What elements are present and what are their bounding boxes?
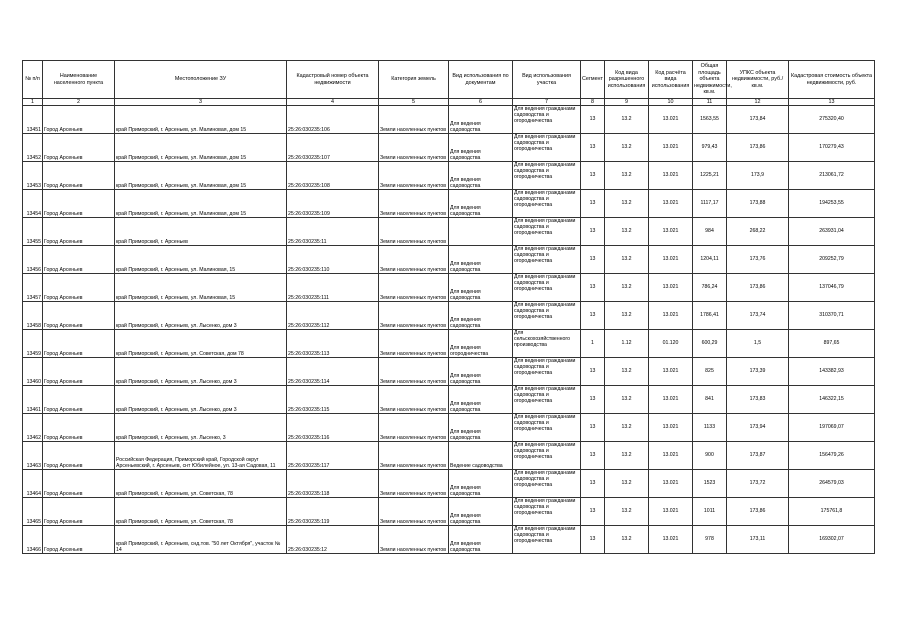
land-location-cell: край Приморский, г. Арсеньев, ул. Лысенко, 3 <box>115 414 287 442</box>
calculation-code-cell: 13.021 <box>649 218 693 246</box>
segment-cell: 13 <box>581 358 605 386</box>
table-row <box>23 526 875 554</box>
permitted-use-code-cell: 13.2 <box>605 526 649 554</box>
table-row <box>23 246 875 274</box>
table-row <box>23 162 875 190</box>
specific-value-cell: 173,86 <box>727 498 789 526</box>
land-category-cell: Земли населенных пунктов <box>379 134 449 162</box>
table-row <box>23 470 875 498</box>
specific-value-cell: 173,76 <box>727 246 789 274</box>
land-category-cell: Земли населенных пунктов <box>379 274 449 302</box>
permitted-use-code-cell: 13.2 <box>605 106 649 134</box>
segment-cell: 13 <box>581 526 605 554</box>
settlement-name-cell: Город Арсеньев <box>43 526 115 554</box>
settlement-name-cell: Город Арсеньев <box>43 442 115 470</box>
area-sqm-cell: 1133 <box>693 414 727 442</box>
documented-use-cell: Для ведения садоводства <box>449 190 513 218</box>
row-number-cell: 13463 <box>23 442 43 470</box>
calculation-code-cell: 13.021 <box>649 386 693 414</box>
settlement-name-cell: Город Арсеньев <box>43 358 115 386</box>
table-row <box>23 218 875 246</box>
column-number: 5 <box>379 99 449 106</box>
cadastral-number-cell: 25:26:030235:111 <box>287 274 379 302</box>
header-cell: Сегмент <box>581 61 605 99</box>
specific-value-cell: 173,9 <box>727 162 789 190</box>
permitted-use-code-cell: 13.2 <box>605 246 649 274</box>
specific-value-cell: 173,94 <box>727 414 789 442</box>
table-row <box>23 302 875 330</box>
header-cell: Код расчёта вида использования <box>649 61 693 99</box>
cadastral-value-cell: 310370,71 <box>789 302 875 330</box>
segment-cell: 1 <box>581 330 605 358</box>
header-cell: УПКС объекта недвижимости, руб./кв.м. <box>727 61 789 99</box>
actual-use-cell: Для ведения гражданами садоводства и огородничества <box>513 302 581 330</box>
land-category-cell: Земли населенных пунктов <box>379 498 449 526</box>
segment-cell: 13 <box>581 442 605 470</box>
actual-use-cell: Для ведения гражданами садоводства и огородничества <box>513 358 581 386</box>
column-number: 13 <box>789 99 875 106</box>
land-location-cell: край Приморский, г. Арсеньев, ул. Малиновая, дом 15 <box>115 190 287 218</box>
settlement-name-cell: Город Арсеньев <box>43 414 115 442</box>
row-number-cell: 13456 <box>23 246 43 274</box>
table-row <box>23 190 875 218</box>
header-cell: Вид использования участка <box>513 61 581 99</box>
specific-value-cell: 268,22 <box>727 218 789 246</box>
column-number: 9 <box>605 99 649 106</box>
segment-cell: 13 <box>581 302 605 330</box>
land-category-cell: Земли населенных пунктов <box>379 246 449 274</box>
header-cell: Местоположение ЗУ <box>115 61 287 99</box>
row-number-cell: 13458 <box>23 302 43 330</box>
area-sqm-cell: 1117,17 <box>693 190 727 218</box>
table-row <box>23 274 875 302</box>
land-location-cell: край Приморский, г. Арсеньев, ул. Советская, 78 <box>115 470 287 498</box>
area-sqm-cell: 1523 <box>693 470 727 498</box>
actual-use-cell: Для ведения гражданами садоводства и огородничества <box>513 162 581 190</box>
land-location-cell: край Приморский, г. Арсеньев, ул. Малиновая, дом 15 <box>115 106 287 134</box>
calculation-code-cell: 13.021 <box>649 190 693 218</box>
actual-use-cell: Для ведения гражданами садоводства и огородничества <box>513 386 581 414</box>
row-number-cell: 13465 <box>23 498 43 526</box>
specific-value-cell: 173,39 <box>727 358 789 386</box>
documented-use-cell: Для ведения садоводства <box>449 498 513 526</box>
permitted-use-code-cell: 13.2 <box>605 386 649 414</box>
cadastral-valuation-sheet <box>22 60 874 554</box>
segment-cell: 13 <box>581 190 605 218</box>
area-sqm-cell: 900 <box>693 442 727 470</box>
calculation-code-cell: 13.021 <box>649 246 693 274</box>
calculation-code-cell: 13.021 <box>649 302 693 330</box>
land-location-cell: край Приморский, г. Арсеньев, ул. Советская, 78 <box>115 498 287 526</box>
cadastral-value-cell: 169302,07 <box>789 526 875 554</box>
land-category-cell: Земли населенных пунктов <box>379 190 449 218</box>
actual-use-cell: Для ведения гражданами садоводства и огородничества <box>513 246 581 274</box>
cadastral-value-cell: 213061,72 <box>789 162 875 190</box>
settlement-name-cell: Город Арсеньев <box>43 386 115 414</box>
land-location-cell: край Приморский, г. Арсеньев, ул. Малиновая, 15 <box>115 274 287 302</box>
area-sqm-cell: 984 <box>693 218 727 246</box>
area-sqm-cell: 786,24 <box>693 274 727 302</box>
land-location-cell: край Приморский, г. Арсеньев, ул. Лысенко, дом 3 <box>115 386 287 414</box>
segment-cell: 13 <box>581 498 605 526</box>
cadastral-value-cell: 137046,79 <box>789 274 875 302</box>
land-category-cell: Земли населенных пунктов <box>379 302 449 330</box>
column-number: 3 <box>115 99 287 106</box>
cadastral-value-cell: 209252,79 <box>789 246 875 274</box>
cadastral-number-cell: 25:26:030235:116 <box>287 414 379 442</box>
specific-value-cell: 173,83 <box>727 386 789 414</box>
specific-value-cell: 173,88 <box>727 190 789 218</box>
documented-use-cell: Для ведения садоводства <box>449 274 513 302</box>
land-location-cell: край Приморский, г. Арсеньев, снд.тов. "50 лет Октября", участок № 14 <box>115 526 287 554</box>
column-number: 7 <box>513 99 581 106</box>
calculation-code-cell: 13.021 <box>649 162 693 190</box>
permitted-use-code-cell: 13.2 <box>605 414 649 442</box>
cadastral-number-cell: 25:26:030235:12 <box>287 526 379 554</box>
calculation-code-cell: 01.120 <box>649 330 693 358</box>
documented-use-cell: Для ведения садоводства <box>449 246 513 274</box>
cadastral-number-cell: 25:26:030235:115 <box>287 386 379 414</box>
area-sqm-cell: 1204,11 <box>693 246 727 274</box>
actual-use-cell: Для ведения гражданами садоводства и огородничества <box>513 134 581 162</box>
specific-value-cell: 173,72 <box>727 470 789 498</box>
cadastral-number-cell: 25:26:030235:106 <box>287 106 379 134</box>
cadastral-value-cell: 197069,07 <box>789 414 875 442</box>
header-row <box>23 61 875 99</box>
cadastral-number-cell: 25:26:030235:11 <box>287 218 379 246</box>
land-category-cell: Земли населенных пунктов <box>379 386 449 414</box>
cadastral-number-cell: 25:26:030235:110 <box>287 246 379 274</box>
table-body <box>23 106 875 554</box>
calculation-code-cell: 13.021 <box>649 358 693 386</box>
settlement-name-cell: Город Арсеньев <box>43 330 115 358</box>
land-category-cell: Земли населенных пунктов <box>379 218 449 246</box>
column-number: 8 <box>581 99 605 106</box>
land-category-cell: Земли населенных пунктов <box>379 162 449 190</box>
table-row <box>23 498 875 526</box>
permitted-use-code-cell: 1.12 <box>605 330 649 358</box>
calculation-code-cell: 13.021 <box>649 470 693 498</box>
column-number-row <box>23 99 875 106</box>
settlement-name-cell: Город Арсеньев <box>43 134 115 162</box>
header-cell: Кадастровая стоимость объекта недвижимости, руб. <box>789 61 875 99</box>
calculation-code-cell: 13.021 <box>649 134 693 162</box>
segment-cell: 13 <box>581 246 605 274</box>
actual-use-cell: Для ведения гражданами садоводства и огородничества <box>513 414 581 442</box>
area-sqm-cell: 600,29 <box>693 330 727 358</box>
cadastral-number-cell: 25:26:030235:109 <box>287 190 379 218</box>
documented-use-cell: Для ведения огородничества <box>449 330 513 358</box>
area-sqm-cell: 978 <box>693 526 727 554</box>
actual-use-cell: Для ведения гражданами садоводства и огородничества <box>513 526 581 554</box>
cadastral-value-cell: 194253,55 <box>789 190 875 218</box>
permitted-use-code-cell: 13.2 <box>605 442 649 470</box>
land-category-cell: Земли населенных пунктов <box>379 358 449 386</box>
calculation-code-cell: 13.021 <box>649 414 693 442</box>
cadastral-number-cell: 25:26:030235:118 <box>287 470 379 498</box>
row-number-cell: 13466 <box>23 526 43 554</box>
settlement-name-cell: Город Арсеньев <box>43 218 115 246</box>
settlement-name-cell: Город Арсеньев <box>43 190 115 218</box>
calculation-code-cell: 13.021 <box>649 274 693 302</box>
segment-cell: 13 <box>581 414 605 442</box>
cadastral-number-cell: 25:26:030235:113 <box>287 330 379 358</box>
cadastral-number-cell: 25:26:030235:117 <box>287 442 379 470</box>
area-sqm-cell: 825 <box>693 358 727 386</box>
column-number: 6 <box>449 99 513 106</box>
settlement-name-cell: Город Арсеньев <box>43 498 115 526</box>
land-category-cell: Земли населенных пунктов <box>379 330 449 358</box>
land-location-cell: край Приморский, г. Арсеньев, ул. Малиновая, дом 15 <box>115 162 287 190</box>
column-number: 12 <box>727 99 789 106</box>
calculation-code-cell: 13.021 <box>649 498 693 526</box>
land-category-cell: Земли населенных пунктов <box>379 470 449 498</box>
column-number: 2 <box>43 99 115 106</box>
calculation-code-cell: 13.021 <box>649 106 693 134</box>
row-number-cell: 13464 <box>23 470 43 498</box>
cadastral-value-cell: 156479,26 <box>789 442 875 470</box>
segment-cell: 13 <box>581 106 605 134</box>
header-cell: Наименование населенного пункта <box>43 61 115 99</box>
land-category-cell: Земли населенных пунктов <box>379 414 449 442</box>
permitted-use-code-cell: 13.2 <box>605 498 649 526</box>
permitted-use-code-cell: 13.2 <box>605 162 649 190</box>
land-location-cell: край Приморский, г. Арсеньев, ул. Лысенко, дом 3 <box>115 302 287 330</box>
column-number: 1 <box>23 99 43 106</box>
cadastral-value-cell: 143382,93 <box>789 358 875 386</box>
land-location-cell: край Приморский, г. Арсеньев, ул. Советская, дом 78 <box>115 330 287 358</box>
actual-use-cell: Для сельскохозяйственного производства <box>513 330 581 358</box>
area-sqm-cell: 979,43 <box>693 134 727 162</box>
specific-value-cell: 173,86 <box>727 134 789 162</box>
specific-value-cell: 173,74 <box>727 302 789 330</box>
column-number: 11 <box>693 99 727 106</box>
segment-cell: 13 <box>581 218 605 246</box>
settlement-name-cell: Город Арсеньев <box>43 246 115 274</box>
segment-cell: 13 <box>581 386 605 414</box>
area-sqm-cell: 1563,55 <box>693 106 727 134</box>
cadastral-number-cell: 25:26:030235:119 <box>287 498 379 526</box>
permitted-use-code-cell: 13.2 <box>605 134 649 162</box>
settlement-name-cell: Город Арсеньев <box>43 302 115 330</box>
row-number-cell: 13459 <box>23 330 43 358</box>
column-number: 4 <box>287 99 379 106</box>
land-location-cell: край Приморский, г. Арсеньев, ул. Лысенко, дом 3 <box>115 358 287 386</box>
documented-use-cell <box>449 218 513 246</box>
cadastral-value-cell: 175761,8 <box>789 498 875 526</box>
cadastral-value-cell: 170279,43 <box>789 134 875 162</box>
settlement-name-cell: Город Арсеньев <box>43 106 115 134</box>
specific-value-cell: 173,86 <box>727 274 789 302</box>
cadastral-number-cell: 25:26:030235:108 <box>287 162 379 190</box>
row-number-cell: 13460 <box>23 358 43 386</box>
row-number-cell: 13451 <box>23 106 43 134</box>
table-row <box>23 386 875 414</box>
table-row <box>23 442 875 470</box>
specific-value-cell: 173,84 <box>727 106 789 134</box>
table-row <box>23 358 875 386</box>
land-location-cell: край Приморский, г. Арсеньев, ул. Малиновая, дом 15 <box>115 134 287 162</box>
documented-use-cell: Для ведения садоводства <box>449 386 513 414</box>
settlement-name-cell: Город Арсеньев <box>43 274 115 302</box>
cadastral-number-cell: 25:26:030235:114 <box>287 358 379 386</box>
table-row <box>23 330 875 358</box>
cadastral-value-cell: 264579,03 <box>789 470 875 498</box>
settlement-name-cell: Город Арсеньев <box>43 162 115 190</box>
header-cell: Кадастровый номер объекта недвижимости <box>287 61 379 99</box>
permitted-use-code-cell: 13.2 <box>605 190 649 218</box>
cadastral-number-cell: 25:26:030235:112 <box>287 302 379 330</box>
specific-value-cell: 173,11 <box>727 526 789 554</box>
cadastral-value-cell: 897,65 <box>789 330 875 358</box>
cadastral-value-cell: 146322,15 <box>789 386 875 414</box>
permitted-use-code-cell: 13.2 <box>605 358 649 386</box>
actual-use-cell: Для ведения гражданами садоводства и огородничества <box>513 498 581 526</box>
calculation-code-cell: 13.021 <box>649 442 693 470</box>
row-number-cell: 13454 <box>23 190 43 218</box>
actual-use-cell: Для ведения гражданами садоводства и огородничества <box>513 190 581 218</box>
row-number-cell: 13452 <box>23 134 43 162</box>
documented-use-cell: Для ведения садоводства <box>449 358 513 386</box>
segment-cell: 13 <box>581 134 605 162</box>
documented-use-cell: Ведение садоводства <box>449 442 513 470</box>
row-number-cell: 13455 <box>23 218 43 246</box>
documented-use-cell: Для ведения садоводства <box>449 470 513 498</box>
cadastral-value-cell: 263931,04 <box>789 218 875 246</box>
settlement-name-cell: Город Арсеньев <box>43 470 115 498</box>
segment-cell: 13 <box>581 162 605 190</box>
header-cell: Вид использования по документам <box>449 61 513 99</box>
land-category-cell: Земли населенных пунктов <box>379 442 449 470</box>
land-category-cell: Земли населенных пунктов <box>379 526 449 554</box>
row-number-cell: 13461 <box>23 386 43 414</box>
permitted-use-code-cell: 13.2 <box>605 274 649 302</box>
segment-cell: 13 <box>581 470 605 498</box>
cadastral-number-cell: 25:26:030235:107 <box>287 134 379 162</box>
area-sqm-cell: 1225,21 <box>693 162 727 190</box>
land-location-cell: край Приморский, г. Арсеньев, ул. Малиновая, 15 <box>115 246 287 274</box>
table-row <box>23 414 875 442</box>
cadastral-value-cell: 275320,40 <box>789 106 875 134</box>
land-category-cell: Земли населенных пунктов <box>379 106 449 134</box>
documented-use-cell: Для ведения садоводства <box>449 106 513 134</box>
valuation-table <box>22 60 875 554</box>
actual-use-cell: Для ведения гражданами садоводства и огородничества <box>513 470 581 498</box>
area-sqm-cell: 1011 <box>693 498 727 526</box>
column-number: 10 <box>649 99 693 106</box>
permitted-use-code-cell: 13.2 <box>605 218 649 246</box>
header-cell: Категория земель <box>379 61 449 99</box>
row-number-cell: 13453 <box>23 162 43 190</box>
table-row <box>23 134 875 162</box>
permitted-use-code-cell: 13.2 <box>605 302 649 330</box>
row-number-cell: 13462 <box>23 414 43 442</box>
documented-use-cell: Для ведения садоводства <box>449 134 513 162</box>
header-cell: № п/п <box>23 61 43 99</box>
segment-cell: 13 <box>581 274 605 302</box>
area-sqm-cell: 841 <box>693 386 727 414</box>
actual-use-cell: Для ведения гражданами садоводства и огородничества <box>513 442 581 470</box>
permitted-use-code-cell: 13.2 <box>605 470 649 498</box>
documented-use-cell: Для ведения садоводства <box>449 162 513 190</box>
land-location-cell: Российская Федерация, Приморский край, Городской округ Арсеньевский, г. Арсеньев, снт Юбилейное, ул. 13-ая Садовая, 11 <box>115 442 287 470</box>
specific-value-cell: 173,87 <box>727 442 789 470</box>
specific-value-cell: 1,5 <box>727 330 789 358</box>
header-cell: Общая площадь объекта недвижимости, кв.м. <box>693 61 727 99</box>
area-sqm-cell: 1786,41 <box>693 302 727 330</box>
documented-use-cell: Для ведения садоводства <box>449 302 513 330</box>
actual-use-cell: Для ведения гражданами садоводства и огородничества <box>513 274 581 302</box>
documented-use-cell: Для ведения садоводства <box>449 526 513 554</box>
actual-use-cell: Для ведения гражданами садоводства и огородничества <box>513 218 581 246</box>
actual-use-cell: Для ведения гражданами садоводства и огородничества <box>513 106 581 134</box>
table-row <box>23 106 875 134</box>
row-number-cell: 13457 <box>23 274 43 302</box>
land-location-cell: край Приморский, г. Арсеньев <box>115 218 287 246</box>
documented-use-cell: Для ведения садоводства <box>449 414 513 442</box>
header-cell: Код вида разрешенного использования <box>605 61 649 99</box>
calculation-code-cell: 13.021 <box>649 526 693 554</box>
